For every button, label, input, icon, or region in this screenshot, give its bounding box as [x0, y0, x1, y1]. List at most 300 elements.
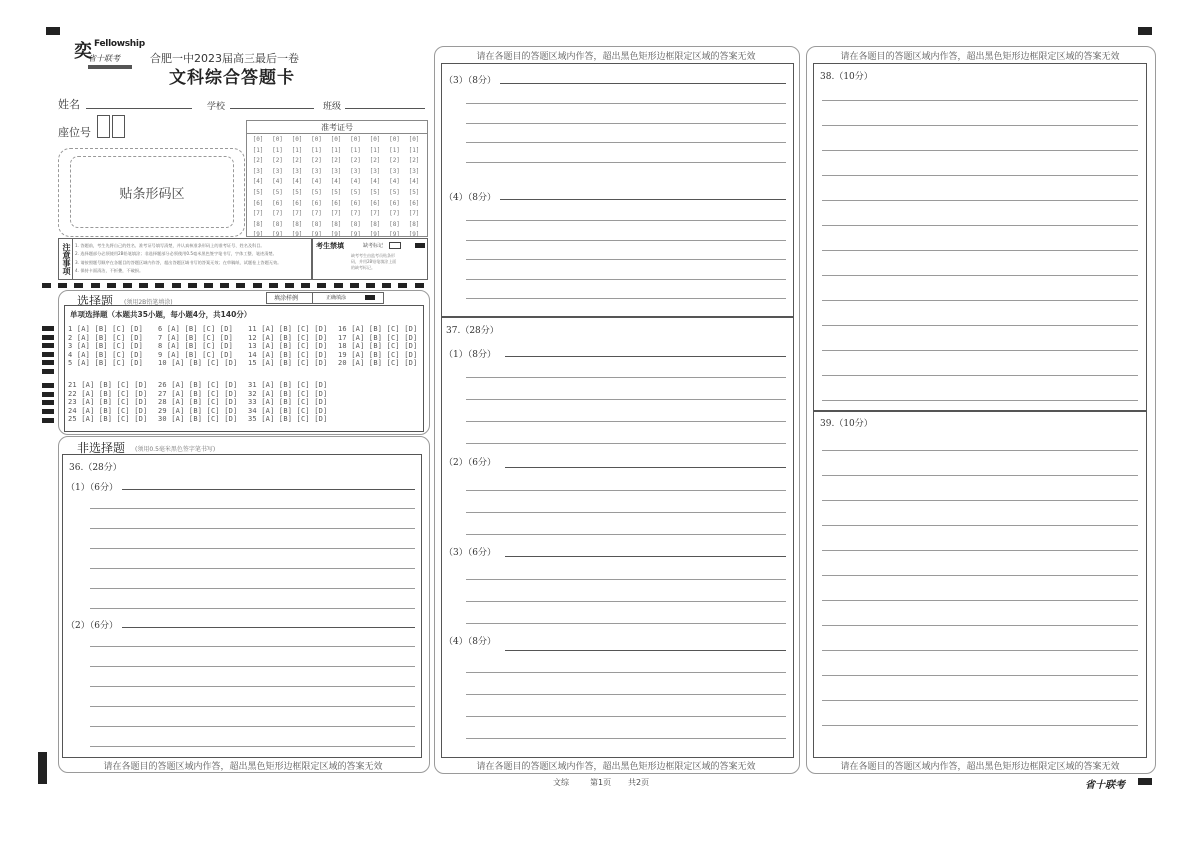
exam-id-digit-bubble[interactable]: [8]: [389, 220, 400, 228]
exam-id-digit-bubble[interactable]: [0]: [389, 136, 400, 143]
notes-box: [58, 238, 312, 280]
exam-id-digit-bubble[interactable]: [4]: [369, 178, 381, 186]
exam-id-digit-bubble[interactable]: [6]: [369, 199, 381, 207]
mc-question-row[interactable]: 27 [A] [B] [C] [D]: [158, 389, 238, 398]
non-choice-title: 非选择题: [77, 441, 126, 455]
q37-part3-label: （3）（6分）: [444, 548, 496, 558]
mc-question-row[interactable]: 12 [A] [B] [C] [D]: [248, 333, 328, 342]
separator-mark: [58, 283, 67, 288]
notes-list: [75, 242, 307, 276]
mc-question-row[interactable]: 10 [A] [B] [C] [D]: [158, 359, 238, 368]
exam-id-header-line: [247, 133, 427, 134]
exam-id-digit-column[interactable]: [366, 135, 384, 241]
q36-part3-label: （3）（8分）: [444, 76, 496, 86]
q36-part1-first-line[interactable]: [122, 489, 415, 490]
exam-id-digit-bubble[interactable]: [3]: [350, 167, 361, 175]
exam-id-digit-bubble[interactable]: [3]: [291, 167, 303, 175]
q37-writing-line[interactable]: [466, 399, 786, 400]
answer-area-warning: 请在各题目的答题区域内作答，超出黑色矩形边框限定区域的答案无效: [476, 762, 756, 772]
notes-line: 2. 选择题部分必须使用2B铅笔填涂；非选择题部分必须使用0.5毫米黑色签字笔书写，字体工整、笔迹清楚。: [75, 251, 277, 257]
exam-id-digit-bubble[interactable]: [0]: [291, 136, 303, 143]
q36-part2-label: （2）（6分）: [66, 621, 118, 631]
q36-writing-line[interactable]: [90, 646, 415, 647]
exam-id-digit-bubble[interactable]: [4]: [389, 178, 400, 186]
answer-area-warning: 请在各题目的答题区域内作答，超出黑色矩形边框限定区域的答案无效: [840, 762, 1120, 772]
exam-id-digit-bubble[interactable]: [9]: [272, 231, 283, 239]
q37-part2-first-line[interactable]: [505, 467, 786, 468]
seat-box-2[interactable]: [112, 115, 125, 138]
q39-writing-line[interactable]: [822, 525, 1138, 526]
q39-writing-line[interactable]: [822, 550, 1138, 551]
notes-divider: [72, 239, 73, 279]
q38-writing-line[interactable]: [822, 100, 1138, 101]
separator-mark: [317, 283, 326, 288]
q37-answer-box[interactable]: [441, 316, 794, 758]
notes-label: 注意事项: [62, 243, 71, 275]
exam-id-digit-bubble[interactable]: [4]: [272, 178, 283, 186]
separator-mark: [172, 283, 181, 288]
mc-question-row[interactable]: 24 [A] [B] [C] [D]: [68, 406, 148, 415]
mc-question-row[interactable]: 6 [A] [B] [C] [D]: [158, 325, 234, 333]
q39-writing-line[interactable]: [822, 500, 1138, 501]
exam-id-digit-bubble[interactable]: [4]: [311, 178, 322, 186]
separator-mark: [42, 283, 51, 288]
exam-id-digit-bubble[interactable]: [1]: [408, 146, 420, 154]
q36-writing-line[interactable]: [466, 123, 786, 124]
q37-title: 37.（28分）: [446, 326, 499, 336]
exam-id-digit-bubble[interactable]: [2]: [311, 157, 322, 165]
fill-example-divider: [312, 293, 313, 303]
footer-total: 共2页: [628, 778, 650, 787]
seat-box-1[interactable]: [97, 115, 110, 138]
exam-id-digit-bubble[interactable]: [6]: [252, 199, 264, 207]
q38-writing-line[interactable]: [822, 250, 1138, 251]
exam-id-digit-bubble[interactable]: [5]: [330, 188, 342, 196]
mc-hint: (须用2B铅笔填涂): [124, 299, 173, 306]
mc-question-row[interactable]: 5 [A] [B] [C] [D]: [68, 359, 144, 368]
timing-mark: [42, 335, 54, 340]
q36-writing-line[interactable]: [90, 608, 415, 609]
mc-question-row[interactable]: 15 [A] [B] [C] [D]: [248, 359, 328, 368]
mc-question-row[interactable]: 8 [A] [B] [C] [D]: [158, 342, 234, 351]
separator-mark: [188, 283, 197, 288]
exam-id-digit-bubble[interactable]: [8]: [330, 220, 342, 228]
q36-writing-line[interactable]: [90, 548, 415, 549]
mc-question-row[interactable]: 1 [A] [B] [C] [D]: [68, 325, 144, 333]
separator-mark: [301, 283, 310, 288]
timing-mark: [1138, 27, 1152, 35]
q36-writing-line[interactable]: [90, 726, 415, 727]
q36-part1-label: （1）（6分）: [66, 483, 118, 493]
exam-id-digit-bubble[interactable]: [6]: [389, 199, 400, 207]
exam-id-digit-bubble[interactable]: [7]: [369, 210, 381, 218]
school-field[interactable]: [230, 108, 314, 109]
exam-id-digit-bubble[interactable]: [8]: [311, 220, 322, 228]
q39-writing-line[interactable]: [822, 625, 1138, 626]
exam-id-digit-bubble[interactable]: [2]: [252, 157, 264, 165]
q36-answer-box[interactable]: [62, 454, 422, 758]
q36-writing-line[interactable]: [90, 508, 415, 509]
exam-id-digit-bubble[interactable]: [0]: [252, 136, 264, 143]
q36-part3-first-line[interactable]: [500, 83, 786, 84]
exam-id-digit-column[interactable]: [347, 135, 365, 241]
q36-writing-line[interactable]: [466, 279, 786, 280]
exam-id-digit-bubble[interactable]: [4]: [330, 178, 342, 186]
exam-id-digit-bubble[interactable]: [0]: [350, 136, 361, 143]
q36-title: 36.（28分）: [69, 463, 122, 473]
separator-mark: [398, 283, 407, 288]
mc-question-row[interactable]: 26 [A] [B] [C] [D]: [158, 381, 238, 389]
exam-id-title: 准考证号: [321, 123, 353, 132]
exam-id-digit-column[interactable]: [405, 135, 423, 241]
q38-writing-line[interactable]: [822, 400, 1138, 401]
mc-title: 选择题: [77, 294, 114, 308]
notes-line: 3. 请按照题号顺序在各题目的答题区域内作答，超出答题区域书写的答案无效；在草稿纸、试题卷上答题无效。: [75, 259, 282, 265]
exam-id-digit-bubble[interactable]: [8]: [369, 220, 381, 228]
separator-mark: [107, 283, 116, 288]
q38-writing-line[interactable]: [822, 275, 1138, 276]
exam-id-digit-bubble[interactable]: [2]: [291, 157, 303, 165]
separator-mark: [366, 283, 375, 288]
mc-question-row[interactable]: 29 [A] [B] [C] [D]: [158, 406, 238, 415]
name-label: 姓名: [58, 98, 80, 111]
q37-part4-first-line[interactable]: [505, 650, 786, 651]
footer-page: 第1页: [590, 778, 612, 787]
exam-id-digit-bubble[interactable]: [0]: [369, 136, 381, 143]
absent-checkbox[interactable]: [389, 242, 401, 249]
exam-id-digit-column[interactable]: [249, 135, 267, 241]
exam-id-digit-bubble[interactable]: [5]: [350, 188, 361, 196]
seat-label: 座位号: [58, 126, 91, 139]
mc-question-row[interactable]: 17 [A] [B] [C] [D]: [338, 333, 418, 342]
q36-writing-line[interactable]: [90, 706, 415, 707]
separator-mark: [91, 283, 100, 288]
q36-writing-line[interactable]: [466, 162, 786, 163]
q37-part3-first-line[interactable]: [505, 556, 786, 557]
exam-id-digit-bubble[interactable]: [1]: [252, 146, 264, 154]
timing-mark: [415, 243, 425, 248]
exam-id-digit-bubble[interactable]: [0]: [330, 136, 342, 143]
q36-writing-line[interactable]: [90, 528, 415, 529]
q37-writing-line[interactable]: [466, 377, 786, 378]
exam-id-digit-bubble[interactable]: [2]: [408, 157, 420, 165]
q37-part4-label: （4）（8分）: [444, 637, 496, 647]
exam-id-digit-bubble[interactable]: [2]: [272, 157, 283, 165]
q39-writing-line[interactable]: [822, 600, 1138, 601]
q37-writing-line[interactable]: [466, 443, 786, 444]
separator-mark: [415, 283, 424, 288]
q38-writing-line[interactable]: [822, 150, 1138, 151]
exam-id-digit-bubble[interactable]: [6]: [291, 199, 303, 207]
logo-bar: [88, 65, 132, 69]
exam-id-digit-column[interactable]: [308, 135, 326, 241]
mc-question-row[interactable]: 34 [A] [B] [C] [D]: [248, 406, 328, 415]
q38-title: 38.（10分）: [820, 72, 873, 82]
exam-id-digit-bubble[interactable]: [2]: [389, 157, 400, 165]
notes-line: 1. 答题前，考生先将自己的姓名、准考证号填写清楚，并认真核准条形码上的准考证号、姓名及科目。: [75, 243, 265, 248]
mc-question-row[interactable]: 11 [A] [B] [C] [D]: [248, 325, 328, 333]
separator-mark: [350, 283, 359, 288]
exam-id-digit-bubble[interactable]: [5]: [311, 188, 322, 196]
timing-mark: [42, 352, 54, 357]
separator-mark: [139, 283, 148, 288]
exam-id-digit-bubble[interactable]: [7]: [272, 210, 283, 218]
mc-question-row[interactable]: 22 [A] [B] [C] [D]: [68, 389, 148, 398]
exam-id-digit-bubble[interactable]: [5]: [252, 188, 264, 196]
q36-writing-line[interactable]: [90, 568, 415, 569]
exam-id-digit-bubble[interactable]: [7]: [408, 210, 420, 218]
q36-writing-line[interactable]: [90, 588, 415, 589]
q38-writing-line[interactable]: [822, 300, 1138, 301]
barcode-label: 贴条形码区: [119, 187, 185, 202]
mc-question-row[interactable]: 25 [A] [B] [C] [D]: [68, 415, 148, 424]
school-label: 学校: [207, 102, 226, 112]
q39-writing-line[interactable]: [822, 725, 1138, 726]
timing-mark: [42, 369, 54, 374]
q38-answer-box[interactable]: [813, 63, 1147, 412]
exam-id-digit-bubble[interactable]: [3]: [389, 167, 400, 175]
q39-writing-line[interactable]: [822, 700, 1138, 701]
q36-writing-line[interactable]: [466, 103, 786, 104]
q36-writing-line[interactable]: [90, 666, 415, 667]
q37-writing-line[interactable]: [466, 672, 786, 673]
answer-area-warning: 请在各题目的答题区域内作答，超出黑色矩形边框限定区域的答案无效: [476, 52, 756, 62]
mc-question-row[interactable]: 19 [A] [B] [C] [D]: [338, 350, 418, 359]
separator-mark: [236, 283, 245, 288]
q37-writing-line[interactable]: [466, 512, 786, 513]
q36-writing-line[interactable]: [466, 220, 786, 221]
q37-part2-label: （2）（6分）: [444, 458, 496, 468]
q37-part1-label: （1）（8分）: [444, 350, 496, 360]
q36-part4-first-line[interactable]: [500, 199, 786, 200]
exam-id-digit-bubble[interactable]: [0]: [311, 136, 322, 143]
separator-mark: [220, 283, 229, 288]
q36-writing-line[interactable]: [466, 142, 786, 143]
exam-id-digit-bubble[interactable]: [9]: [408, 231, 420, 239]
timing-mark: [46, 27, 60, 35]
exam-id-digit-bubble[interactable]: [0]: [408, 136, 420, 143]
mc-question-row[interactable]: 18 [A] [B] [C] [D]: [338, 342, 418, 351]
exam-id-digit-bubble[interactable]: [3]: [408, 167, 420, 175]
exam-id-digit-bubble[interactable]: [9]: [350, 231, 361, 239]
separator-mark: [204, 283, 213, 288]
exam-id-digit-bubble[interactable]: [1]: [350, 146, 361, 154]
exam-id-digit-bubble[interactable]: [7]: [291, 210, 303, 218]
mc-question-row[interactable]: 28 [A] [B] [C] [D]: [158, 398, 238, 407]
separator-mark: [269, 283, 278, 288]
exam-id-digit-bubble[interactable]: [1]: [369, 146, 381, 154]
candidate-status-label: 考生禁填: [316, 242, 344, 250]
exam-id-grid[interactable]: [246, 120, 428, 237]
exam-id-digit-column[interactable]: [327, 135, 345, 241]
class-label: 班级: [323, 102, 342, 112]
timing-mark: [42, 360, 54, 365]
exam-id-digit-bubble[interactable]: [6]: [311, 199, 322, 207]
class-field[interactable]: [345, 108, 425, 109]
non-choice-hint: (须用0.5毫米黑色签字笔书写): [135, 446, 216, 453]
exam-id-digit-bubble[interactable]: [0]: [272, 136, 283, 143]
q39-title: 39.（10分）: [820, 419, 873, 429]
q38-writing-line[interactable]: [822, 350, 1138, 351]
exam-id-digit-bubble[interactable]: [1]: [291, 146, 303, 154]
exam-id-digit-bubble[interactable]: [3]: [369, 167, 381, 175]
exam-id-digit-bubble[interactable]: [4]: [408, 178, 420, 186]
mc-question-row[interactable]: 13 [A] [B] [C] [D]: [248, 342, 328, 351]
mc-question-row[interactable]: 23 [A] [B] [C] [D]: [68, 398, 148, 407]
q37-writing-line[interactable]: [466, 716, 786, 717]
exam-id-digit-bubble[interactable]: [8]: [252, 220, 264, 228]
q39-writing-line[interactable]: [822, 675, 1138, 676]
timing-mark: [42, 418, 54, 423]
exam-id-digit-bubble[interactable]: [9]: [311, 231, 322, 239]
logo-text: Fellowship: [94, 39, 145, 49]
logo-subtext: 省十联考: [88, 54, 120, 63]
mc-question-row[interactable]: 35 [A] [B] [C] [D]: [248, 415, 328, 424]
exam-id-digit-bubble[interactable]: [9]: [252, 231, 264, 239]
logo-glyph: 奕: [74, 41, 92, 62]
exam-id-digit-column[interactable]: [386, 135, 404, 241]
q39-writing-line[interactable]: [822, 650, 1138, 651]
exam-id-digit-bubble[interactable]: [9]: [389, 231, 400, 239]
q37-writing-line[interactable]: [466, 421, 786, 422]
exam-id-digit-bubble[interactable]: [1]: [389, 146, 400, 154]
exam-id-digit-bubble[interactable]: [6]: [408, 199, 420, 207]
absent-label: 缺考标记: [363, 243, 384, 249]
answer-area-warning: 请在各题目的答题区域内作答，超出黑色矩形边框限定区域的答案无效: [103, 762, 383, 772]
q36-writing-line[interactable]: [466, 298, 786, 299]
mc-question-row[interactable]: 21 [A] [B] [C] [D]: [68, 381, 148, 389]
exam-id-digit-column[interactable]: [288, 135, 306, 241]
exam-id-digit-bubble[interactable]: [4]: [350, 178, 361, 186]
separator-mark: [382, 283, 391, 288]
exam-id-digit-bubble[interactable]: [1]: [311, 146, 322, 154]
q36-part4-label: （4）（8分）: [444, 193, 496, 203]
timing-mark: [42, 392, 54, 397]
exam-name: 合肥一中2023届高三最后一卷: [150, 52, 299, 65]
mc-question-row[interactable]: 31 [A] [B] [C] [D]: [248, 381, 328, 389]
exam-id-digit-bubble[interactable]: [1]: [330, 146, 342, 154]
timing-mark: [38, 752, 47, 784]
exam-id-digit-bubble[interactable]: [4]: [291, 178, 303, 186]
q38-writing-line[interactable]: [822, 200, 1138, 201]
q36-writing-line[interactable]: [466, 240, 786, 241]
exam-id-digit-bubble[interactable]: [2]: [350, 157, 361, 165]
exam-id-digit-bubble[interactable]: [8]: [408, 220, 420, 228]
q38-writing-line[interactable]: [822, 325, 1138, 326]
mc-question-row[interactable]: 33 [A] [B] [C] [D]: [248, 398, 328, 407]
exam-id-digit-bubble[interactable]: [3]: [330, 167, 342, 175]
exam-id-digit-bubble[interactable]: [6]: [330, 199, 342, 207]
mc-question-row[interactable]: 4 [A] [B] [C] [D]: [68, 350, 144, 359]
exam-id-digit-bubble[interactable]: [6]: [350, 199, 361, 207]
exam-id-digit-bubble[interactable]: [5]: [369, 188, 381, 196]
mc-question-row[interactable]: 16 [A] [B] [C] [D]: [338, 325, 418, 333]
mc-question-row[interactable]: 20 [A] [B] [C] [D]: [338, 359, 418, 368]
separator-mark: [285, 283, 294, 288]
exam-id-digit-bubble[interactable]: [3]: [272, 167, 283, 175]
exam-id-digit-bubble[interactable]: [5]: [291, 188, 303, 196]
q37-writing-line[interactable]: [466, 579, 786, 580]
q38-writing-line[interactable]: [822, 225, 1138, 226]
q37-writing-line[interactable]: [466, 601, 786, 602]
mc-question-row[interactable]: 32 [A] [B] [C] [D]: [248, 389, 328, 398]
exam-id-digit-bubble[interactable]: [8]: [350, 220, 361, 228]
barcode-area: [70, 156, 234, 228]
exam-id-digit-bubble[interactable]: [5]: [389, 188, 400, 196]
q36-writing-line[interactable]: [90, 746, 415, 747]
name-field[interactable]: [86, 108, 192, 109]
exam-id-digit-bubble[interactable]: [4]: [252, 178, 264, 186]
separator-mark: [334, 283, 343, 288]
exam-id-digit-bubble[interactable]: [9]: [330, 231, 342, 239]
exam-id-digit-bubble[interactable]: [5]: [272, 188, 283, 196]
exam-id-digit-column[interactable]: [269, 135, 287, 241]
exam-id-digit-bubble[interactable]: [8]: [272, 220, 283, 228]
q36-part2-first-line[interactable]: [122, 627, 415, 628]
timing-mark: [42, 326, 54, 331]
mc-instruction: 单项选择题（本题共35小题，每小题4分，共140分）: [70, 310, 252, 319]
q37-part1-first-line[interactable]: [505, 356, 786, 357]
exam-id-digit-bubble[interactable]: [7]: [350, 210, 361, 218]
mc-question-row[interactable]: 7 [A] [B] [C] [D]: [158, 333, 234, 342]
separator-mark: [123, 283, 132, 288]
q39-answer-box[interactable]: [813, 410, 1147, 758]
q38-writing-line[interactable]: [822, 175, 1138, 176]
correct-fill-mark: [365, 295, 375, 300]
q36-writing-line[interactable]: [90, 686, 415, 687]
exam-id-digit-bubble[interactable]: [3]: [311, 167, 322, 175]
timing-mark: [42, 383, 54, 388]
mc-question-row[interactable]: 30 [A] [B] [C] [D]: [158, 415, 238, 424]
q37-writing-line[interactable]: [466, 490, 786, 491]
exam-id-digit-bubble[interactable]: [2]: [369, 157, 381, 165]
mc-question-row[interactable]: 2 [A] [B] [C] [D]: [68, 333, 144, 342]
q39-writing-line[interactable]: [822, 475, 1138, 476]
separator-mark: [253, 283, 262, 288]
exam-id-digit-bubble[interactable]: [7]: [311, 210, 322, 218]
exam-id-digit-bubble[interactable]: [6]: [272, 199, 283, 207]
q38-writing-line[interactable]: [822, 375, 1138, 376]
q36-writing-line[interactable]: [466, 259, 786, 260]
q37-writing-line[interactable]: [466, 534, 786, 535]
q37-writing-line[interactable]: [466, 738, 786, 739]
mc-question-row[interactable]: 9 [A] [B] [C] [D]: [158, 350, 234, 359]
timing-mark: [42, 409, 54, 414]
exam-id-digit-bubble[interactable]: [1]: [272, 146, 283, 154]
exam-id-digit-bubble[interactable]: [7]: [330, 210, 342, 218]
absent-note: 缺考考生由监考员贴条形码，并用2B铅笔填涂上面的缺考标记。: [351, 253, 397, 270]
candidate-status-box: [312, 238, 428, 280]
mc-question-row[interactable]: 3 [A] [B] [C] [D]: [68, 342, 144, 351]
q37-writing-line[interactable]: [466, 694, 786, 695]
exam-id-digit-bubble[interactable]: [3]: [252, 167, 264, 175]
exam-id-digit-bubble[interactable]: [9]: [369, 231, 381, 239]
exam-id-digit-bubble[interactable]: [9]: [291, 231, 303, 239]
q38-writing-line[interactable]: [822, 125, 1138, 126]
timing-mark: [42, 343, 54, 348]
exam-id-digit-bubble[interactable]: [7]: [252, 210, 264, 218]
mc-question-row[interactable]: 14 [A] [B] [C] [D]: [248, 350, 328, 359]
footer-subject: 文综: [553, 778, 569, 787]
exam-id-digit-bubble[interactable]: [8]: [291, 220, 303, 228]
exam-id-digit-bubble[interactable]: [7]: [389, 210, 400, 218]
q39-writing-line[interactable]: [822, 575, 1138, 576]
q39-writing-line[interactable]: [822, 450, 1138, 451]
exam-id-digit-bubble[interactable]: [2]: [330, 157, 342, 165]
exam-id-digit-bubble[interactable]: [5]: [408, 188, 420, 196]
fill-example: [266, 292, 384, 304]
q37-writing-line[interactable]: [466, 623, 786, 624]
